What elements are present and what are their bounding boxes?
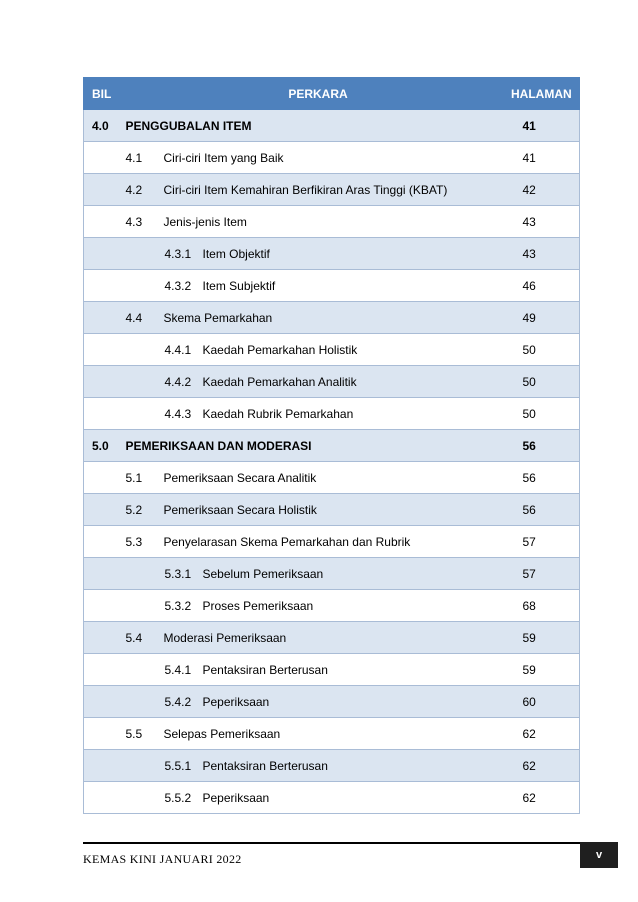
toc-row (84, 142, 580, 174)
toc-title: Pemeriksaan Secara Analitik (163, 470, 317, 485)
toc-title: PEMERIKSAAN DAN MODERASI (125, 438, 312, 453)
toc-row (84, 654, 580, 686)
toc-row (84, 718, 580, 750)
toc-row (84, 206, 580, 238)
toc-page: 50 (511, 334, 580, 366)
toc-row (84, 622, 580, 654)
toc-bil (84, 398, 126, 430)
toc-row (84, 750, 580, 782)
toc-section-number: 5.3.1 (164, 566, 192, 581)
toc-section-number: 5.3.2 (164, 598, 192, 613)
toc-title: Kaedah Rubrik Pemarkahan (202, 406, 354, 421)
toc-bil (84, 590, 126, 622)
toc-section-number: 5.4.1 (164, 662, 192, 677)
toc-page: 56 (511, 494, 580, 526)
toc-title: Penyelarasan Skema Pemarkahan dan Rubrik (163, 534, 411, 549)
toc-title-cell (126, 622, 511, 654)
toc-bil (84, 302, 126, 334)
toc-bil (84, 270, 126, 302)
toc-row (84, 558, 580, 590)
toc-section-number: 5.3 (125, 534, 143, 549)
toc-page: 56 (511, 430, 580, 462)
toc-page: 41 (511, 110, 580, 142)
toc-bil (84, 558, 126, 590)
toc-row (84, 270, 580, 302)
toc-title-cell (126, 590, 511, 622)
toc-title: Item Objektif (202, 246, 270, 261)
toc-bil (84, 238, 126, 270)
toc-bil (84, 142, 126, 174)
toc-title-cell (126, 110, 511, 142)
toc-bil (84, 782, 126, 814)
toc-section-number: 5.4 (125, 630, 143, 645)
toc-bil (84, 526, 126, 558)
toc-page: 56 (511, 462, 580, 494)
toc-page: 59 (511, 622, 580, 654)
toc-bil (84, 174, 126, 206)
toc-page: 42 (511, 174, 580, 206)
toc-title: Skema Pemarkahan (163, 310, 273, 325)
toc-bil (84, 366, 126, 398)
toc-bil (84, 622, 126, 654)
toc-title-cell (126, 302, 511, 334)
toc-page: 60 (511, 686, 580, 718)
toc-title-cell (126, 462, 511, 494)
toc-title-cell (126, 142, 511, 174)
toc-section-number: 4.4.3 (164, 406, 192, 421)
toc-title-cell (126, 206, 511, 238)
toc-title-cell (126, 782, 511, 814)
toc-bil (84, 750, 126, 782)
toc-title-cell (126, 398, 511, 430)
toc-title-cell (126, 270, 511, 302)
toc-section-number: 5.5.1 (164, 758, 192, 773)
toc-row (84, 398, 580, 430)
toc-row (84, 590, 580, 622)
toc-title: PENGGUBALAN ITEM (125, 118, 252, 133)
toc-page: 50 (511, 366, 580, 398)
toc-page: 68 (511, 590, 580, 622)
toc-section-number: 4.3.1 (164, 246, 192, 261)
toc-section-number: 4.3 (125, 214, 143, 229)
toc-header-row (84, 78, 580, 110)
toc-title-cell (126, 558, 511, 590)
toc-section-number: 5.5 (125, 726, 143, 741)
toc-row (84, 174, 580, 206)
toc-title: Proses Pemeriksaan (202, 598, 314, 613)
toc-row (84, 462, 580, 494)
toc-bil (84, 718, 126, 750)
toc-section-number: 4.4 (125, 310, 143, 325)
toc-row (84, 366, 580, 398)
toc-bil (84, 462, 126, 494)
toc-bil (84, 206, 126, 238)
toc-title: Selepas Pemeriksaan (163, 726, 281, 741)
header-bil: BIL (84, 78, 126, 110)
toc-title-cell (126, 334, 511, 366)
toc-bil (84, 494, 126, 526)
toc-row (84, 110, 580, 142)
toc-title: Item Subjektif (202, 278, 276, 293)
toc-section-number: 5.5.2 (164, 790, 192, 805)
footer-divider (83, 842, 580, 844)
toc-row (84, 302, 580, 334)
toc-page: 57 (511, 526, 580, 558)
footer-update-text: KEMAS KINI JANUARI 2022 (83, 852, 242, 866)
toc-title: Sebelum Pemeriksaan (202, 566, 324, 581)
toc-title-cell (126, 238, 511, 270)
toc-page: 57 (511, 558, 580, 590)
toc-page: 46 (511, 270, 580, 302)
table-of-contents (83, 77, 580, 814)
toc-row (84, 334, 580, 366)
header-halaman: HALAMAN (511, 78, 580, 110)
toc-page: 43 (511, 206, 580, 238)
toc-title-cell (126, 686, 511, 718)
toc-section-number: 4.4.1 (164, 342, 192, 357)
toc-title-cell (126, 750, 511, 782)
toc-title-cell (126, 654, 511, 686)
toc-section-number: 5.4.2 (164, 694, 192, 709)
toc-title: Jenis-jenis Item (163, 214, 247, 229)
toc-row (84, 526, 580, 558)
toc-page: 62 (511, 750, 580, 782)
toc-page: 41 (511, 142, 580, 174)
page-number: v (580, 842, 618, 868)
toc-section-number: 5.1 (125, 470, 143, 485)
toc-title: Pemeriksaan Secara Holistik (163, 502, 317, 517)
toc-title-cell (126, 494, 511, 526)
toc-bil: 4.0 (84, 110, 126, 142)
toc-row (84, 686, 580, 718)
toc-section-number: 4.2 (125, 182, 143, 197)
toc-section-number: 5.2 (125, 502, 143, 517)
toc-row (84, 494, 580, 526)
toc-title: Pentaksiran Berterusan (202, 662, 328, 677)
toc-title-cell (126, 174, 511, 206)
toc-section-number: 4.1 (125, 150, 143, 165)
toc-bil (84, 334, 126, 366)
toc-bil (84, 654, 126, 686)
toc-title: Ciri-ciri Item yang Baik (163, 150, 284, 165)
toc-title: Moderasi Pemeriksaan (163, 630, 287, 645)
toc-section-number: 4.3.2 (164, 278, 192, 293)
toc-page: 62 (511, 782, 580, 814)
toc-bil: 5.0 (84, 430, 126, 462)
toc-section-number: 4.4.2 (164, 374, 192, 389)
toc-page: 49 (511, 302, 580, 334)
toc-title-cell (126, 430, 511, 462)
toc-page: 43 (511, 238, 580, 270)
toc-title: Kaedah Pemarkahan Analitik (202, 374, 357, 389)
header-perkara: PERKARA (126, 78, 511, 110)
toc-title: Pentaksiran Berterusan (202, 758, 328, 773)
toc-title-cell (126, 526, 511, 558)
toc-title-cell (126, 366, 511, 398)
toc-row (84, 238, 580, 270)
toc-title: Peperiksaan (202, 790, 270, 805)
toc-page: 62 (511, 718, 580, 750)
toc-page: 59 (511, 654, 580, 686)
toc-title: Kaedah Pemarkahan Holistik (202, 342, 358, 357)
toc-row (84, 782, 580, 814)
toc-page: 50 (511, 398, 580, 430)
toc-bil (84, 686, 126, 718)
toc-title: Peperiksaan (202, 694, 270, 709)
toc-row (84, 430, 580, 462)
toc-title-cell (126, 718, 511, 750)
toc-title: Ciri-ciri Item Kemahiran Berfikiran Aras Tinggi (KBAT) (163, 182, 448, 197)
